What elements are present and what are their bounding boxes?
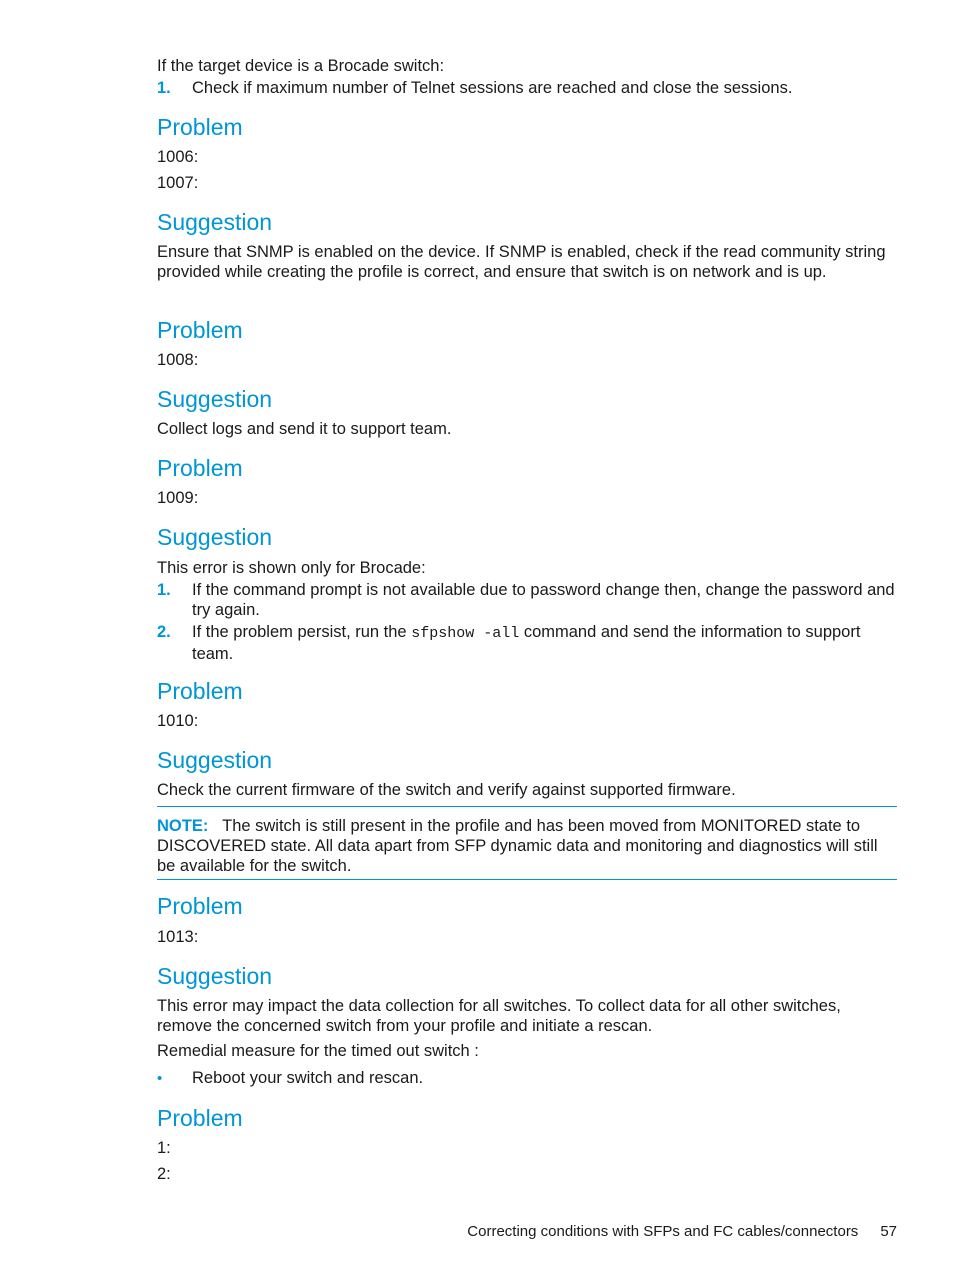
problem-code: 1010: [157, 712, 199, 730]
suggestion-heading: Suggestion [157, 386, 273, 412]
problem-heading: Problem [157, 455, 243, 481]
suggestion-text: This error is shown only for Brocade: [157, 559, 426, 577]
footer-title: Correcting conditions with SFPs and FC cables/connectors [467, 1223, 859, 1240]
suggestion-text: Ensure that SNMP is enabled on the device. If SNMP is enabled, check if the read community string provided while creating the profile is correct, and ensure that switch is on network and is up. [157, 243, 886, 281]
suggestion-heading: Suggestion [157, 963, 273, 989]
bullet-item [157, 1068, 897, 1089]
note-label: NOTE: [157, 817, 209, 835]
problem-heading: Problem [157, 317, 243, 343]
page-footer [0, 1222, 897, 1242]
suggestion-text: Check the current firmware of the switch and verify against supported firmware. [157, 781, 736, 799]
suggestion-heading: Suggestion [157, 747, 273, 773]
step-text: Check if maximum number of Telnet sessions are reached and close the sessions. [192, 79, 793, 97]
step-number: 1. [157, 79, 171, 97]
intro-step [157, 78, 897, 98]
problem-code: 1008: [157, 351, 199, 369]
problem-heading: Problem [157, 114, 243, 140]
step-text [192, 622, 897, 664]
problem-code: 1009: [157, 489, 199, 507]
note-body: The switch is still present in the profile and has been moved from MONITORED state to DISCOVERED state. All data apart from SFP dynamic data and monitoring and diagnostics will still be available for the switch. [157, 817, 878, 875]
step-text-after: command and send the information to support team. [192, 623, 861, 663]
problem-code: 1: [157, 1139, 171, 1157]
problem-code: 2: [157, 1165, 171, 1183]
intro-text: If the target device is a Brocade switch: [157, 57, 445, 75]
problem-heading: Problem [157, 1105, 243, 1131]
step-item [157, 580, 897, 619]
problem-code: 1007: [157, 174, 199, 192]
page-number: 57 [880, 1223, 897, 1240]
step-number: 2. [157, 623, 171, 641]
step-text-before: If the problem persist, run the [192, 623, 412, 641]
bullet-icon: • [157, 1070, 163, 1087]
problem-code: 1013: [157, 928, 199, 946]
remedial-text: Remedial measure for the timed out switch : [157, 1042, 479, 1060]
problem-heading: Problem [157, 678, 243, 704]
suggestion-text: This error may impact the data collection for all switches. To collect data for all other switches, remove the concerned switch from your profile and initiate a rescan. [157, 997, 841, 1035]
step-number: 1. [157, 581, 171, 599]
step-item [157, 622, 897, 663]
suggestion-text: Collect logs and send it to support team. [157, 420, 452, 438]
problem-code: 1006: [157, 148, 199, 166]
suggestion-heading: Suggestion [157, 209, 273, 235]
bullet-text: Reboot your switch and rescan. [192, 1069, 424, 1087]
suggestion-heading: Suggestion [157, 524, 273, 550]
problem-heading: Problem [157, 893, 243, 919]
command-code: sfpshow -all [411, 625, 520, 642]
step-text: If the command prompt is not available due to password change then, change the password and try again. [192, 581, 895, 619]
note-text [157, 816, 887, 876]
note-box [157, 806, 897, 880]
